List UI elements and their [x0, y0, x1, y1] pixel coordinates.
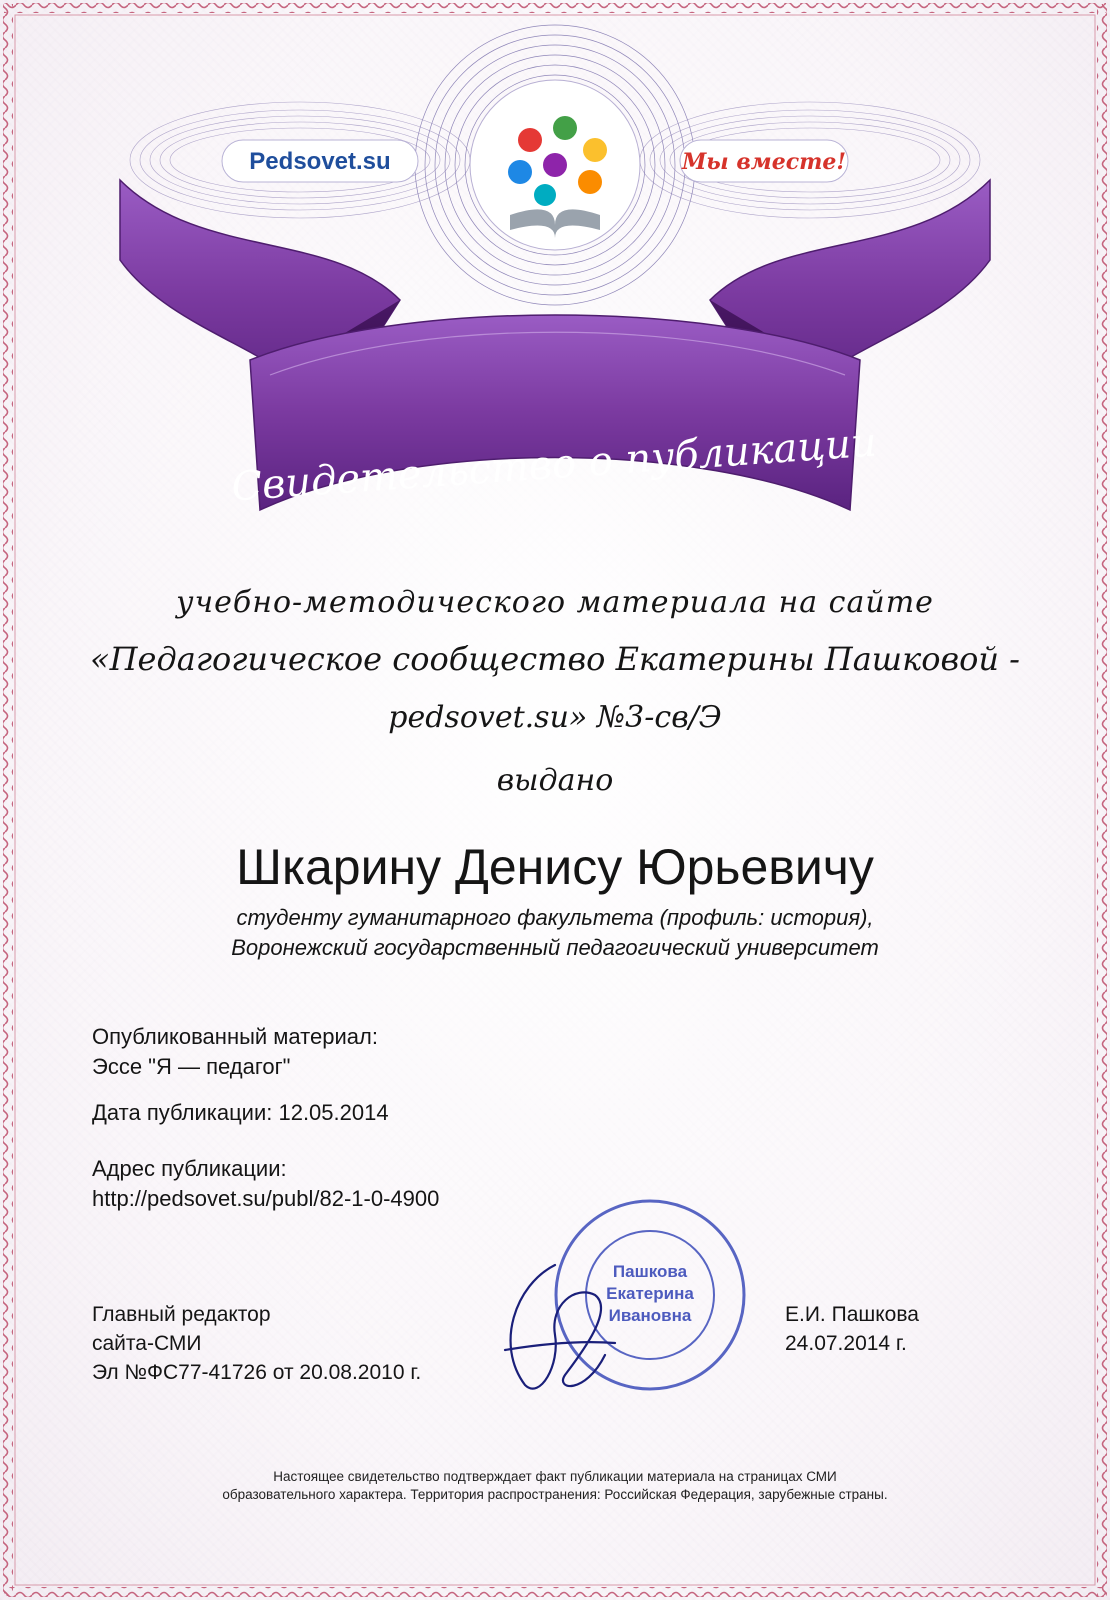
- signer-name: Е.И. Пашкова: [785, 1303, 919, 1326]
- stamp-line-1: Пашкова: [612, 1262, 688, 1281]
- footer-note: [0, 1468, 1110, 1504]
- stamp-line-3: Ивановна: [608, 1306, 692, 1325]
- recipient-position-line-1: студенту гуманитарного факультета (профиль: история),: [236, 905, 874, 930]
- footer-line-2: образовательного характера. Территория распространения: Российская Федерация, зарубежные страны.: [222, 1487, 888, 1502]
- address-label: Адрес публикации:: [92, 1156, 287, 1181]
- subtitle-line-1: учебно-методического материала на сайте: [176, 585, 934, 620]
- material-block: [92, 1022, 378, 1082]
- subtitle-line-3: pedsovet.su» №3-св/Э: [388, 700, 722, 735]
- footer-line-1: Настоящее свидетельство подтверждает факт публикации материала на страницах СМИ: [273, 1469, 837, 1484]
- tagline-text: Мы вместе!: [681, 149, 847, 175]
- issued-label: выдано: [496, 763, 614, 798]
- address-block: [92, 1154, 439, 1214]
- ribbon-title: Свидетельство о публикации: [230, 419, 879, 511]
- address-value: http://pedsovet.su/publ/82-1-0-4900: [92, 1186, 440, 1211]
- recipient-position-line-2: Воронежский государственный педагогический университет: [231, 935, 879, 960]
- editor-line-1: Главный редактор: [92, 1303, 271, 1326]
- recipient-name: Шкарину Денису Юрьевичу: [236, 839, 874, 895]
- signer-block: [785, 1300, 919, 1358]
- subtitle-line-2: «Педагогическое сообщество Екатерины Пашковой -: [90, 640, 1020, 678]
- material-label: Опубликованный материал:: [92, 1024, 378, 1049]
- editor-block: [92, 1300, 421, 1387]
- stamp-line-2: Екатерина: [606, 1284, 694, 1303]
- signer-date: 24.07.2014 г.: [785, 1332, 907, 1355]
- handwritten-signature: [485, 1255, 625, 1405]
- editor-line-3: Эл №ФС77-41726 от 20.08.2010 г.: [92, 1361, 422, 1384]
- material-value: Эссе "Я — педагог": [92, 1054, 291, 1079]
- publication-date: Дата публикации: 12.05.2014: [92, 1100, 389, 1125]
- header-artwork: [0, 0, 1110, 560]
- editor-line-2: сайта-СМИ: [92, 1332, 202, 1355]
- pedsovet-logo-text: Pedsovet.su: [249, 148, 391, 175]
